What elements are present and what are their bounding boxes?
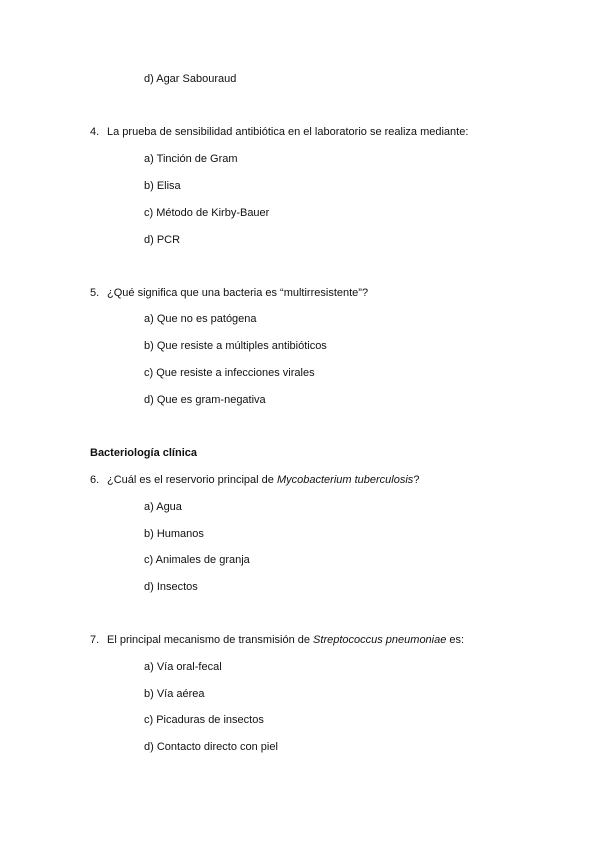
q7-option-d: d) Contacto directo con piel xyxy=(144,741,278,753)
q6-option-c: c) Animales de granja xyxy=(144,554,250,566)
question-number: 5. xyxy=(90,287,100,299)
q7-option-a: a) Vía oral-fecal xyxy=(144,661,222,673)
question-text: ¿Qué significa que una bacteria es “multirresistente”? xyxy=(107,287,369,299)
section-heading: Bacteriología clínica xyxy=(90,447,197,459)
question-number: 6. xyxy=(90,474,100,486)
question-number: 7. xyxy=(90,634,100,646)
q5-option-a: a) Que no es patógena xyxy=(144,313,257,325)
question-text: La prueba de sensibilidad antibiótica en el laboratorio se realiza mediante: xyxy=(107,126,469,138)
question-text: El principal mecanismo de transmisión de xyxy=(107,634,314,646)
question-6 xyxy=(90,473,419,487)
q6-option-a: a) Agua xyxy=(144,501,182,513)
q7-option-b: b) Vía aérea xyxy=(144,688,205,700)
question-text: ¿Cuál es el reservorio principal de xyxy=(107,474,277,486)
question-5 xyxy=(90,286,368,300)
q6-option-b: b) Humanos xyxy=(144,528,204,540)
q5-option-c: c) Que resiste a infecciones virales xyxy=(144,367,315,379)
species-name: Streptococcus pneumoniae xyxy=(313,634,447,646)
question-text-end: es: xyxy=(446,634,465,646)
species-name: Mycobacterium tuberculosis xyxy=(276,474,414,486)
question-text-end: ? xyxy=(413,474,420,486)
q5-option-b: b) Que resiste a múltiples antibióticos xyxy=(144,340,327,352)
q4-option-c: c) Método de Kirby-Bauer xyxy=(144,207,270,219)
q7-option-c: c) Picaduras de insectos xyxy=(144,714,264,726)
q4-option-d: d) PCR xyxy=(144,234,181,246)
q4-option-b: b) Elisa xyxy=(144,180,181,192)
q4-option-a: a) Tinción de Gram xyxy=(144,153,238,165)
q6-option-d: d) Insectos xyxy=(144,581,198,593)
question-number: 4. xyxy=(90,126,100,138)
q3-option-d: d) Agar Sabouraud xyxy=(144,73,237,85)
q5-option-d: d) Que es gram-negativa xyxy=(144,394,266,406)
question-4 xyxy=(90,125,468,139)
question-7 xyxy=(90,633,464,647)
